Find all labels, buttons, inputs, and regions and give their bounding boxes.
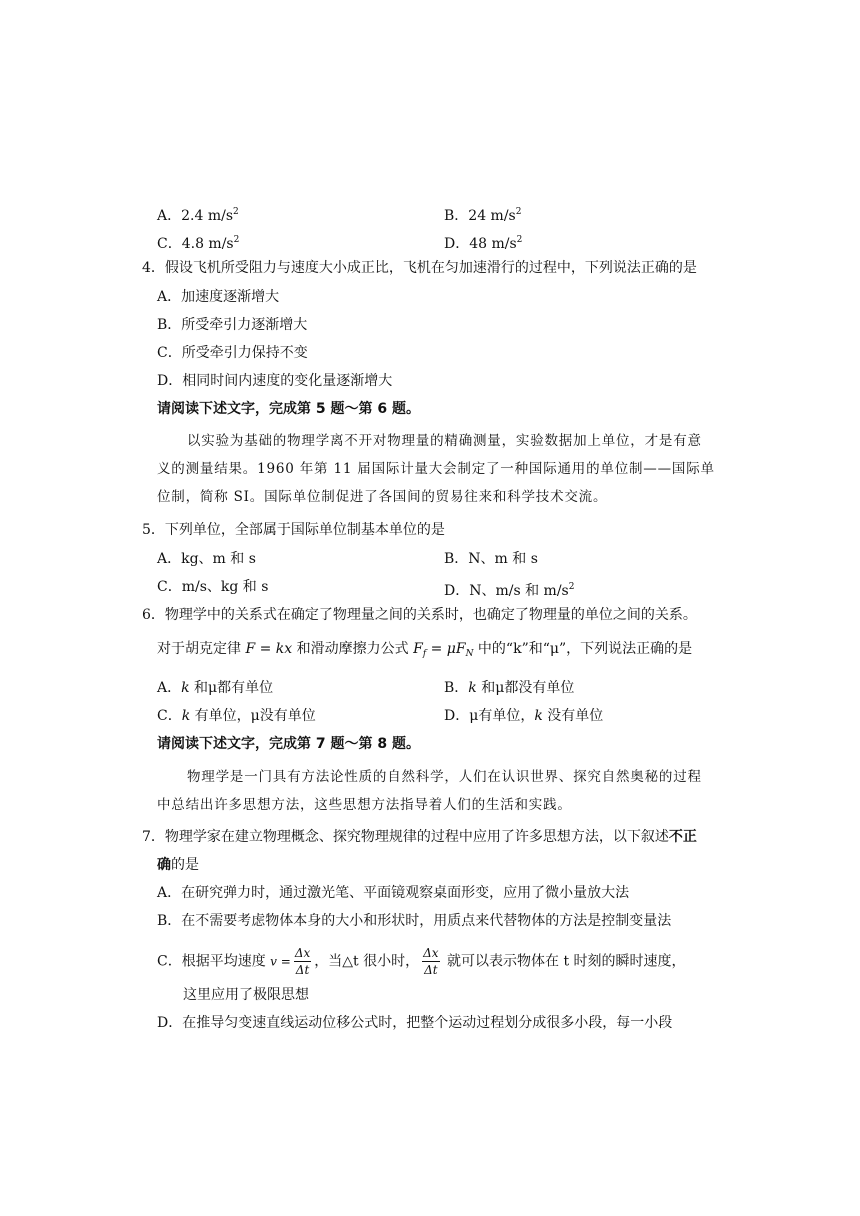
q6-option-d: D．μ有单位，k 没有单位 — [444, 708, 604, 724]
passage1-line3: 位制，简称 SI。国际单位制促进了各国间的贸易往来和科学技术交流。 — [157, 489, 608, 505]
q7-stem-line2: 确的是 — [157, 857, 199, 873]
q4-stem: 4．假设飞机所受阻力与速度大小成正比，飞机在匀加速滑行的过程中，下列说法正确的是 — [142, 260, 697, 276]
q6-option-a: A．k 和μ都有单位 — [157, 680, 274, 696]
q3-option-a: A．2.4 $m/s^2$ — [157, 207, 239, 224]
hooke-formula: F = kx — [245, 641, 293, 657]
q4-option-d: D．相同时间内速度的变化量逐渐增大 — [157, 373, 393, 389]
q3-option-d: D．48 $m/s^2$ — [444, 235, 523, 252]
q3-option-b: B．24 $m/s^2$ — [444, 207, 522, 224]
passage2-line2: 中总结出许多思想方法，这些思想方法指导着人们的生活和实践。 — [157, 797, 572, 813]
q7-option-c-line2: 这里应用了极限思想 — [183, 987, 309, 1003]
q3-option-c: C．4.8 $m/s^2$ — [157, 235, 240, 252]
q5-stem: 5．下列单位，全部属于国际单位制基本单位的是 — [142, 522, 445, 538]
passage2-line1: 物理学是一门具有方法论性质的自然科学，人们在认识世界、探究自然奥秘的过程 — [187, 769, 702, 785]
q4-option-a: A．加速度逐渐增大 — [157, 289, 280, 305]
q6-option-c: C．k 有单位，μ没有单位 — [157, 708, 316, 724]
q5-option-a: A．kg、m 和 s — [157, 551, 256, 567]
passage1-line1: 以实验为基础的物理学离不开对物理量的精确测量，实验数据加上单位，才是有意 — [187, 433, 702, 449]
q6-option-b: B．k 和μ都没有单位 — [444, 680, 575, 696]
q5-option-d: D．N、m/s 和 $m/s^2$ — [444, 582, 575, 599]
ratio-fraction: $\frac{\Delta x}{\Delta t}$ — [423, 946, 439, 977]
q5-option-c: C．m/s、kg 和 s — [157, 579, 269, 595]
passage1-line2: 义的测量结果。1960 年第 11 届国际计量大会制定了一种国际通用的单位制——国际单 — [157, 461, 715, 477]
avg-velocity-fraction: $\frac{\Delta x}{\Delta t}$ — [294, 946, 311, 977]
q7-option-c-line1: C．根据平均速度 v = $\frac{\Delta x}{\Delta t}$ ，当△t 很小时， $\frac{\Delta x}{\Delta t}$ 就可以表示物体在 t 时刻的瞬时速度， — [157, 946, 686, 977]
q6-stem-line1: 6．物理学中的关系式在确定了物理量之间的关系时，也确定了物理量的单位之间的关系。 — [142, 607, 697, 623]
q6-stem-line2: 对于胡克定律 F = kx 和滑动摩擦力公式 $F_f = \mu F_N$ 中的“k”和“μ”，下列说法正确的是 — [157, 641, 693, 659]
q7-option-b: B．在不需要考虑物体本身的大小和形状时，用质点来代替物体的方法是控制变量法 — [157, 913, 672, 929]
q5-option-b: B．N、m 和 s — [444, 551, 538, 567]
q7-option-d: D．在推导匀变速直线运动位移公式时，把整个运动过程划分成很多小段，每一小段 — [157, 1015, 673, 1031]
instruction-7-8: 请阅读下述文字，完成第 7 题～第 8 题。 — [157, 736, 420, 752]
instruction-5-6: 请阅读下述文字，完成第 5 题～第 6 题。 — [157, 401, 420, 417]
q7-emphasis: 不正 — [668, 829, 697, 845]
q7-stem-line1: 7．物理学家在建立物理概念、探究物理规律的过程中应用了许多思想方法，以下叙述不正 — [142, 829, 697, 845]
friction-formula: $F_f = \mu F_N$ — [413, 641, 474, 659]
q7-option-a: A．在研究弹力时，通过激光笔、平面镜观察桌面形变，应用了微小量放大法 — [157, 885, 630, 901]
q4-option-b: B．所受牵引力逐渐增大 — [157, 317, 308, 333]
q4-option-c: C．所受牵引力保持不变 — [157, 345, 308, 361]
